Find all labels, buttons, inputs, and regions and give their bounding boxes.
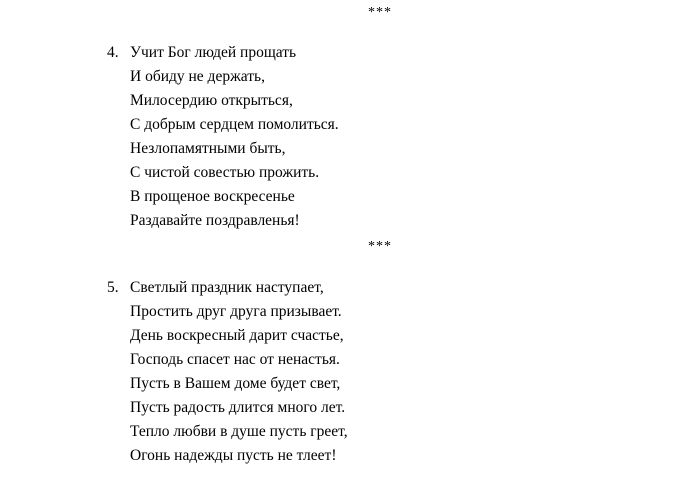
poem-line: Пусть радость длится много лет.	[130, 399, 346, 416]
stanza-lines	[130, 41, 339, 233]
poem-line: Незлопамятными быть,	[130, 140, 286, 157]
poem-line: Учит Бог людей прощать	[130, 44, 297, 61]
poem-line: Милосердию открыться,	[130, 92, 293, 109]
poem-line: Тепло любви в душе пусть греет,	[130, 423, 348, 440]
poem-line: С добрым сердцем помолиться.	[130, 116, 339, 133]
stanza-separator: ***	[368, 239, 392, 254]
stanza-number: 4.	[107, 44, 119, 61]
poem-line: Огонь надежды пусть не тлеет!	[130, 447, 337, 464]
stanza-separator: ***	[368, 5, 392, 20]
poem-line: Раздавайте поздравленья!	[130, 212, 300, 229]
stanza-lines	[130, 276, 348, 468]
poem-line: Простить друг друга призывает.	[130, 303, 342, 320]
stanza-number: 5.	[107, 279, 119, 296]
poem-line: И обиду не держать,	[130, 68, 265, 85]
poem-line: День воскресный дарит счастье,	[130, 327, 344, 344]
poem-line: В прощеное воскресенье	[130, 188, 295, 205]
poem-line: Светлый праздник наступает,	[130, 279, 324, 296]
poem-line: С чистой совестью прожить.	[130, 164, 320, 181]
poem-line: Пусть в Вашем доме будет свет,	[130, 375, 341, 392]
poem-line: Господь спасет нас от ненастья.	[130, 351, 340, 368]
